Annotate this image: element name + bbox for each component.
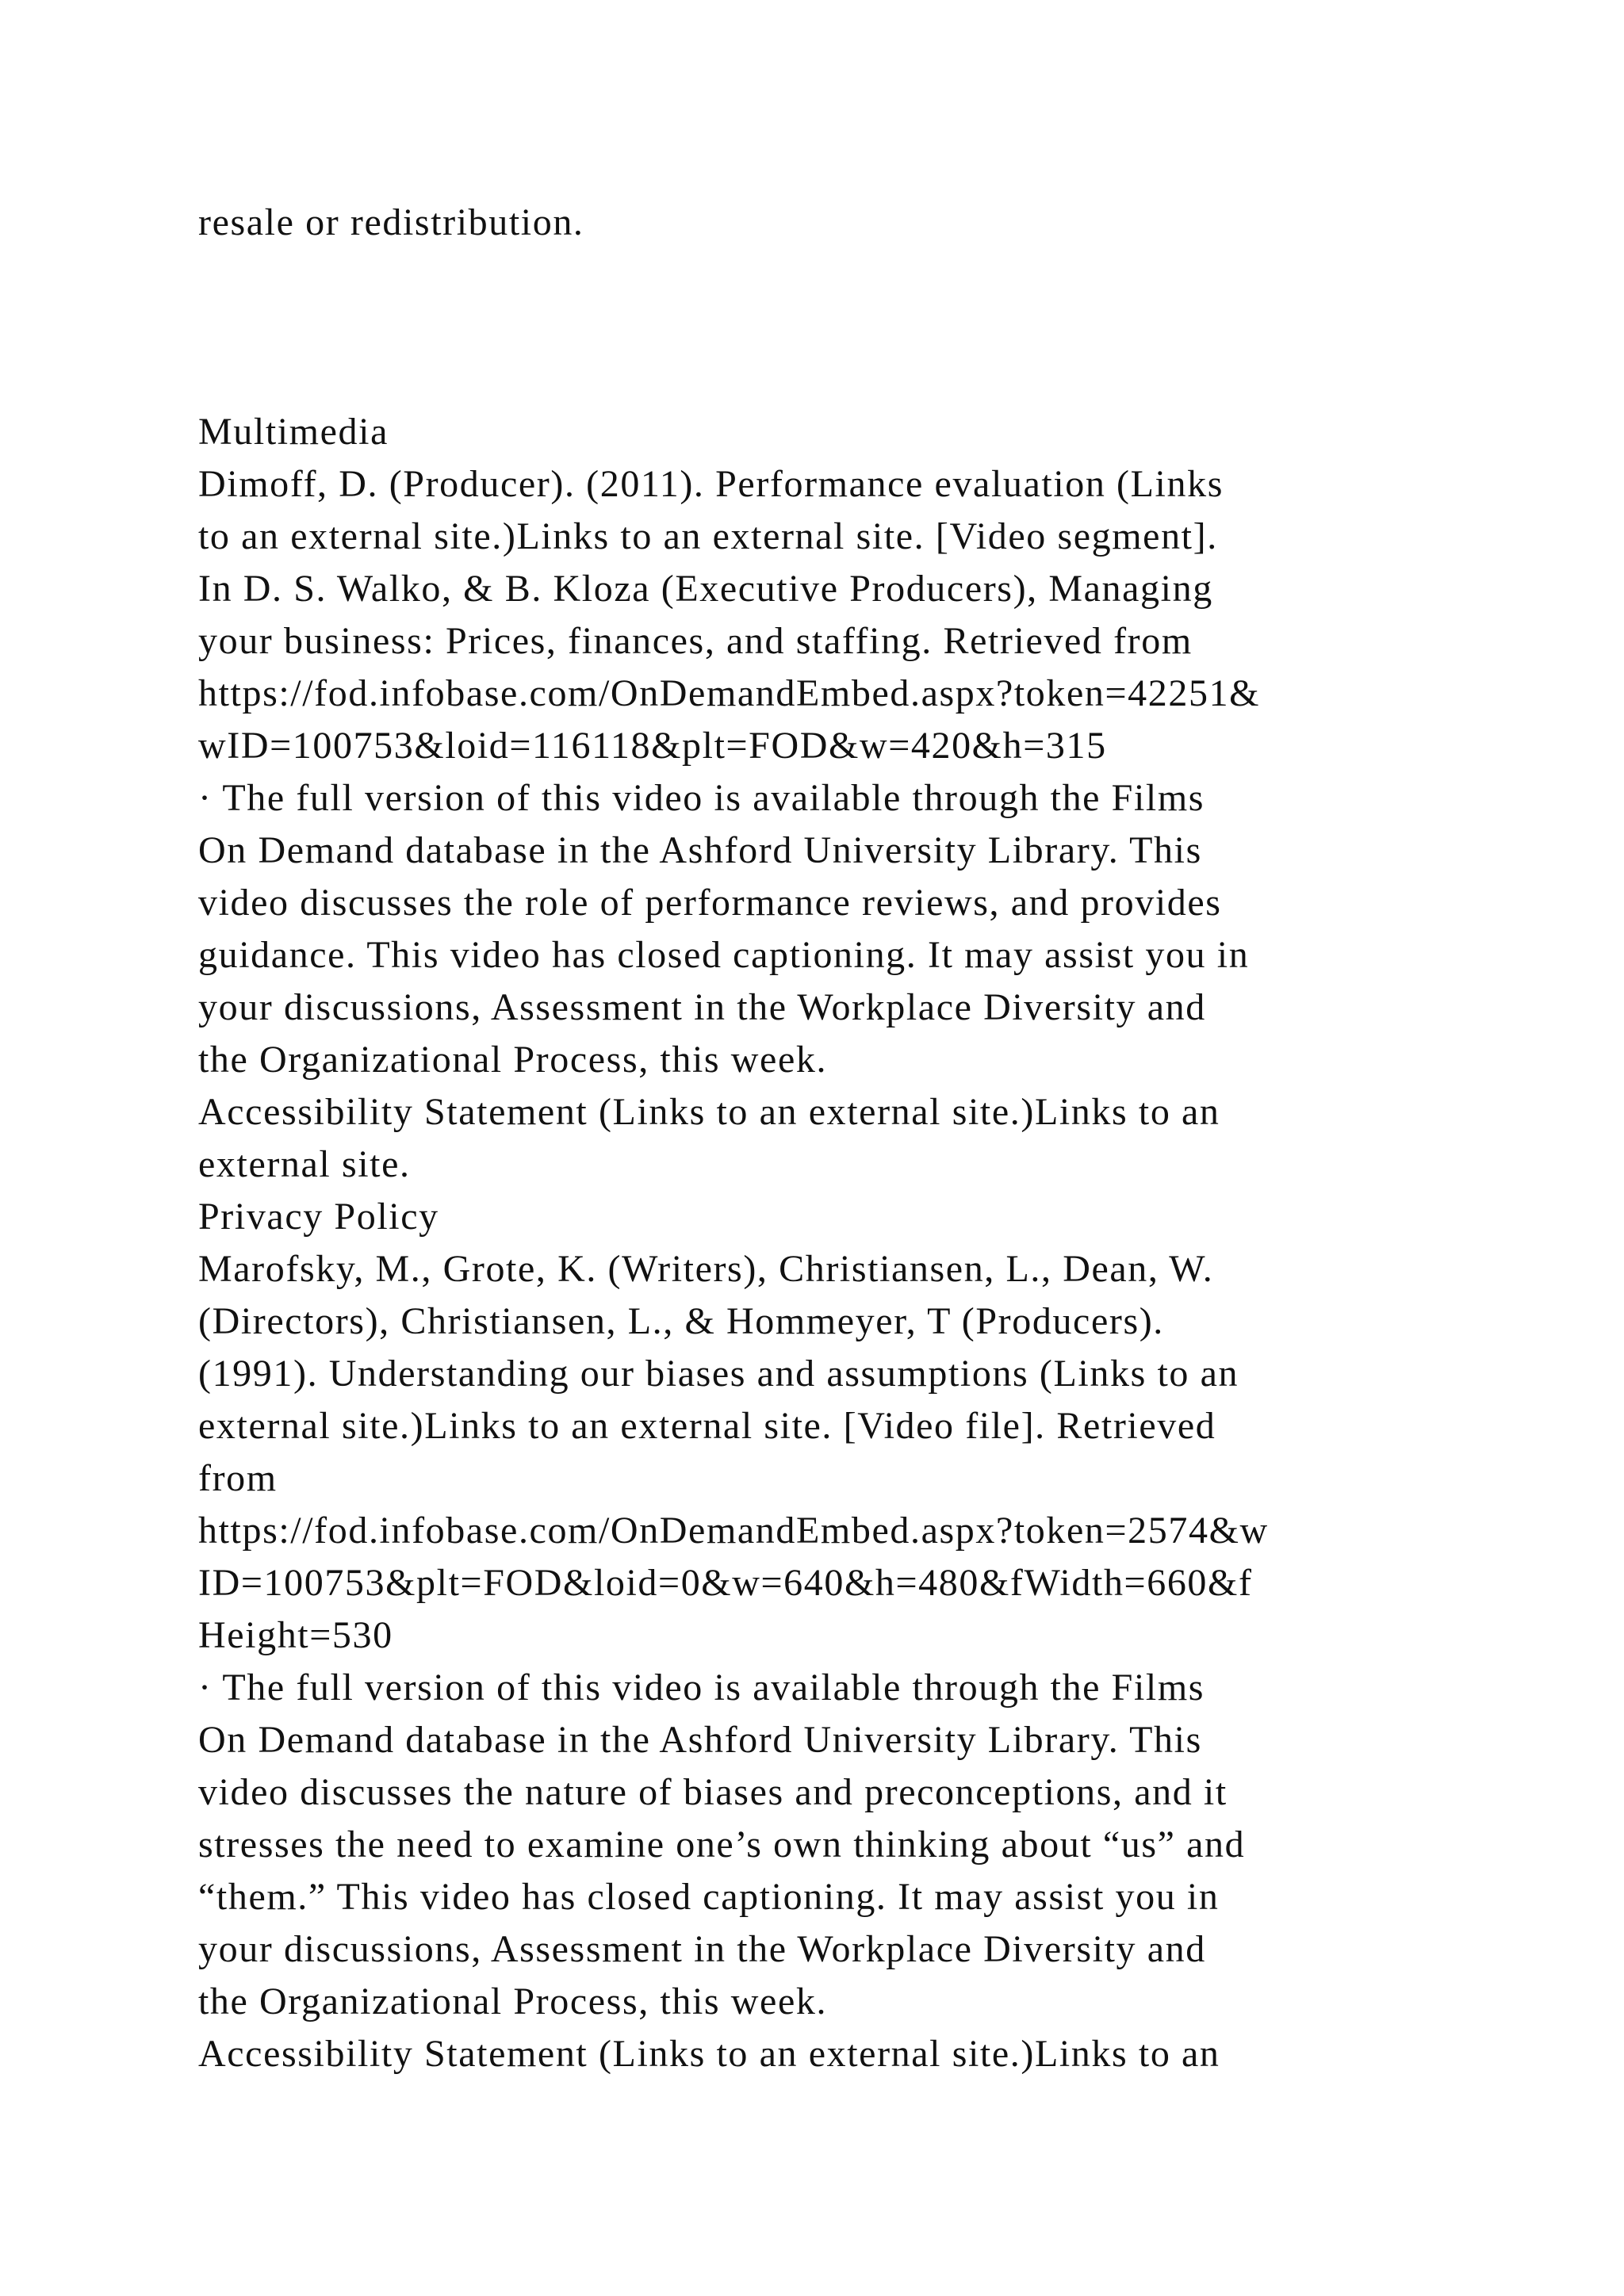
citation-marofsky-line-4: external site.)Links to an external site. [Video file]. Retrieved (198, 1405, 1216, 1447)
description-marofsky-line-3: video discusses the nature of biases and preconceptions, and it (198, 1771, 1228, 1813)
description-marofsky-line-7: the Organizational Process, this week. (198, 1980, 828, 2022)
citation-dimoff-url-line-2: wID=100753&loid=116118&plt=FOD&w=420&h=315 (198, 725, 1107, 767)
description-marofsky-line-4: stresses the need to examine one’s own thinking about “us” and (198, 1823, 1246, 1866)
description-marofsky-line-5: “them.” This video has closed captioning. It may assist you in (198, 1876, 1220, 1918)
citation-marofsky-url-line-3: Height=530 (198, 1614, 393, 1656)
privacy-policy-text: Privacy Policy (198, 1196, 439, 1238)
accessibility-statement-line-1: Accessibility Statement (Links to an external site.)Links to an (198, 1091, 1220, 1133)
description-dimoff-line-5: your discussions, Assessment in the Workplace Diversity and (198, 986, 1206, 1028)
description-dimoff-line-2: On Demand database in the Ashford University Library. This (198, 829, 1202, 871)
citation-marofsky-line-5: from (198, 1457, 278, 1499)
citation-dimoff-line-3: In D. S. Walko, & B. Kloza (Executive Producers), Managing (198, 568, 1213, 610)
description-dimoff-line-4: guidance. This video has closed captioning. It may assist you in (198, 934, 1250, 976)
description-dimoff-line-1: · The full version of this video is available through the Films (198, 777, 1205, 819)
citation-marofsky-line-2: (Directors), Christiansen, L., & Hommeyer, T (Producers). (198, 1300, 1164, 1342)
section-heading-multimedia: Multimedia (198, 411, 389, 453)
description-dimoff-line-3: video discusses the role of performance reviews, and provides (198, 882, 1222, 924)
accessibility-statement-2-line-1: Accessibility Statement (Links to an external site.)Links to an (198, 2033, 1220, 2075)
citation-marofsky-url-line-1: https://fod.infobase.com/OnDemandEmbed.aspx?token=2574&w (198, 1510, 1269, 1552)
citation-marofsky-url-line-2: ID=100753&plt=FOD&loid=0&w=640&h=480&fWidth=660&f (198, 1562, 1253, 1604)
description-dimoff-line-6: the Organizational Process, this week. (198, 1039, 828, 1081)
description-marofsky-line-6: your discussions, Assessment in the Workplace Diversity and (198, 1928, 1206, 1970)
citation-dimoff-line-1: Dimoff, D. (Producer). (2011). Performance evaluation (Links (198, 463, 1224, 505)
citation-dimoff-url-line-1: https://fod.infobase.com/OnDemandEmbed.aspx?token=42251& (198, 672, 1261, 714)
citation-marofsky-line-1: Marofsky, M., Grote, K. (Writers), Christiansen, L., Dean, W. (198, 1248, 1214, 1290)
accessibility-statement-line-2: external site. (198, 1143, 411, 1185)
citation-dimoff-line-2: to an external site.)Links to an external site. [Video segment]. (198, 515, 1218, 557)
citation-dimoff-line-4: your business: Prices, finances, and staffing. Retrieved from (198, 620, 1193, 662)
description-marofsky-line-1: · The full version of this video is available through the Films (198, 1667, 1205, 1709)
citation-marofsky-line-3: (1991). Understanding our biases and assumptions (Links to an (198, 1353, 1239, 1395)
text-line-resale: resale or redistribution. (198, 201, 584, 243)
description-marofsky-line-2: On Demand database in the Ashford University Library. This (198, 1719, 1202, 1761)
